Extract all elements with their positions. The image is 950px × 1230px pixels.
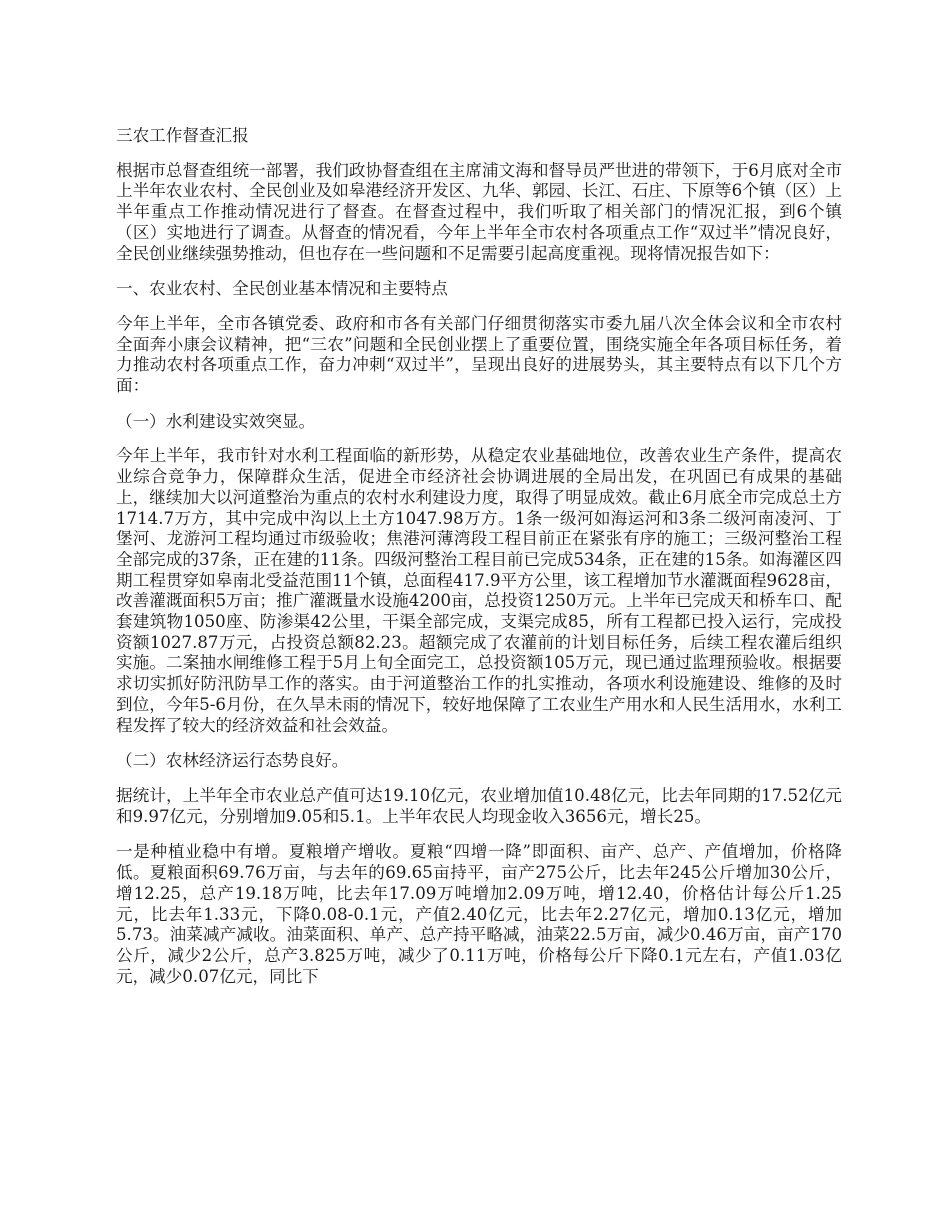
- subsection-heading-economy: （二）农林经济运行态势良好。: [116, 751, 349, 771]
- section-heading-1: 一、农业农村、全民创业基本情况和主要特点: [116, 279, 448, 299]
- document-title: 三农工作督查汇报: [116, 126, 249, 145]
- paragraph-statistics: 据统计，上半年全市农业总产值可达19.10亿元，农业增加值10.48亿元，比去年同期的17.52亿元和9.97亿元，分别增加9.05和5.1。上半年农民人均现金收入3656元，增长25。: [116, 785, 842, 826]
- paragraph-planting: 一是种植业稳中有增。夏粮增产增收。夏粮“四增一降”即面积、亩产、总产、产值增加，价格降低。夏粮面积69.76万亩，与去年的69.65亩持平，亩产275公斤，比去年245公斤增加30公斤，增12.25，总产19.18万吨，比去年17.09万吨增加2.09万吨，增12.40，价格估计每公斤1.25元，比去年1.33元，下降0.08-0.1元，产值2.40亿元，比去年2.27亿元，增加0.13亿元，增加5.73。油菜减产减收。油菜面积、单产、总产持平略减，油菜22.5万亩，减少0.46万亩，亩产170公斤，减少2公斤，总产3.825万吨，减少了0.11万吨，价格每公斤下降0.1元左右，产值1.03亿元，减少0.07亿元，同比下: [116, 842, 842, 986]
- subsection-heading-water: （一）水利建设实效突显。: [116, 411, 316, 431]
- document-body: [116, 126, 842, 1002]
- paragraph-overview: 今年上半年，全市各镇党委、政府和市各有关部门仔细贯彻落实市委九届八次全体会议和全市农村全面奔小康会议精神，把“三农”问题和全民创业摆上了重要位置，围绕实施全年各项目标任务，着力推动农村各项重点工作，奋力冲刺“双过半”，呈现出良好的进展势头，其主要特点有以下几个方面：: [116, 313, 842, 396]
- paragraph-water-conservancy: 今年上半年，我市针对水利工程面临的新形势，从稳定农业基础地位，改善农业生产条件，提高农业综合竞争力，保障群众生活，促进全市经济社会协调进展的全局出发，在巩固已有成果的基础上，继续加大以河道整治为重点的农村水利建设力度，取得了明显成效。截止6月底全市完成总土方1714.7万方，其中完成中沟以上土方1047.98万方。1条一级河如海运河和3条二级河南凌河、丁堡河、龙游河工程均通过市级验收；焦港河薄湾段工程目前正在紧张有序的施工；三级河整治工程全部完成的37条，正在建的11条。四级河整治工程目前已完成534条，正在建的15条。如海灌区四期工程贯穿如皋南北受益范围11个镇，总面程417.9平方公里，该工程增加节水灌溉面程9628亩，改善灌溉面积5万亩；推广灌溉量水设施4200亩，总投资1250万元。上半年已完成天和桥车口、配套建筑物1050座、防渗渠42公里，干渠全部完成，支渠完成85，所有工程都已投入运行，完成投资额1027.87万元，占投资总额82.23。超额完成了农灌前的计划目标任务，后续工程农灌后组织实施。二案抽水闸维修工程于5月上旬全面完工，总投资额105万元，现已通过监理预验收。根据要求切实抓好防汛防旱工作的落实。由于河道整治工作的扎实推动，各项水利设施建设、维修的及时到位，今年5-6月份，在久旱未雨的情况下，较好地保障了工农业生产用水和人民生活用水，水利工程发挥了较大的经济效益和社会效益。: [116, 446, 842, 735]
- paragraph-intro: 根据市总督查组统一部署，我们政协督查组在主席浦文海和督导员严世进的带领下，于6月底对全市上半年农业农村、全民创业及如皋港经济开发区、九华、郭园、长江、石庄、下原等6个镇（区）上半年重点工作推动情况进行了督查。在督查过程中，我们听取了相关部门的情况汇报，到6个镇（区）实地进行了调查。从督查的情况看，今年上半年全市农村各项重点工作“双过半”情况良好，全民创业继续强势推动，但也存在一些问题和不足需要引起高度重视。现将情况报告如下：: [116, 160, 842, 263]
